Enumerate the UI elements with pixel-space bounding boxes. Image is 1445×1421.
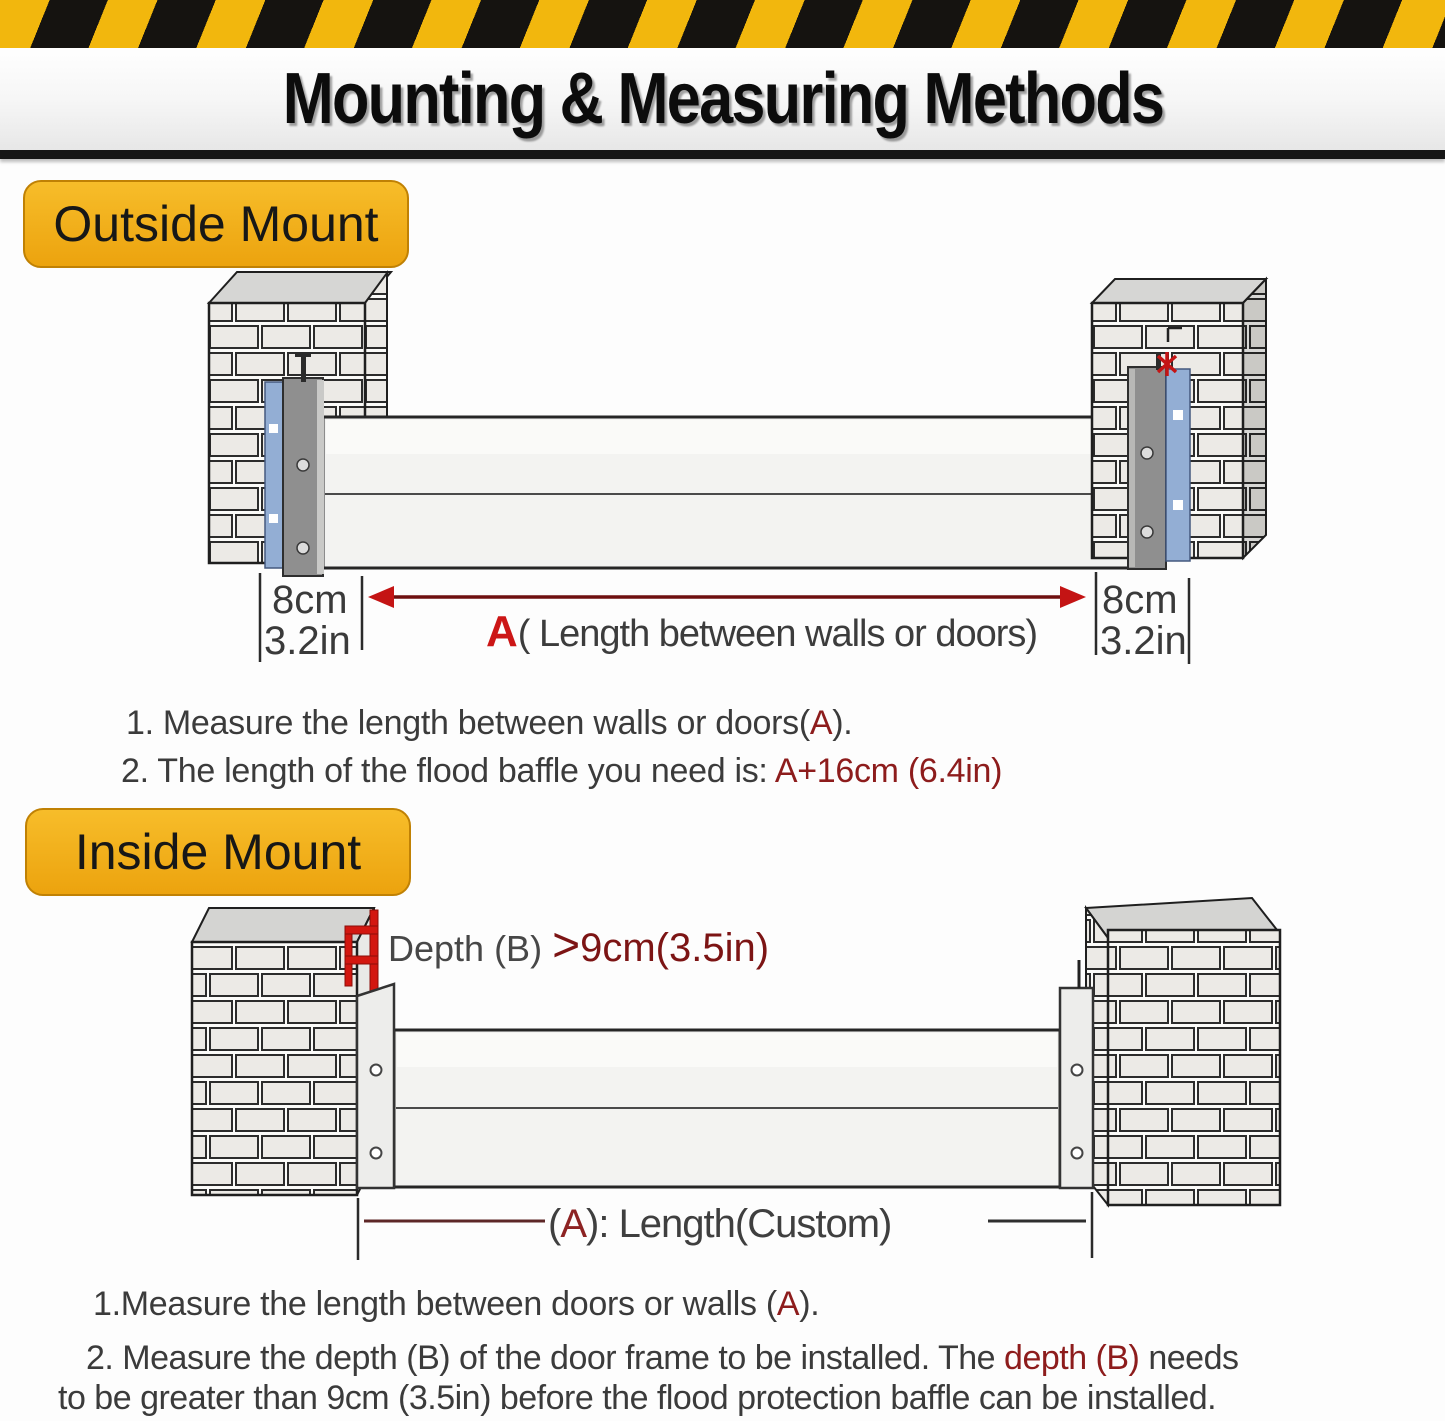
- outside-step-1: 1. Measure the length between walls or doors(A).: [126, 704, 853, 742]
- right-seal-strip: [1166, 369, 1190, 561]
- screw-hole: [1072, 1148, 1083, 1159]
- arrowhead-left: [368, 586, 394, 608]
- left-channel-bracket: [357, 984, 394, 1188]
- length-letter: A: [486, 607, 518, 656]
- title-band: [0, 48, 1445, 150]
- right-gap-cm: 8cm: [1102, 578, 1178, 622]
- flood-barrier-panel: [323, 417, 1130, 568]
- page-title: Mounting & Measuring Methods: [282, 59, 1163, 139]
- outside-mount-label: [23, 180, 409, 268]
- arrowhead-right: [1060, 586, 1086, 608]
- left-gap-cm: 8cm: [272, 578, 348, 622]
- outside-step-2: 2. The length of the flood baffle you need is: A+16cm (6.4in): [121, 752, 1003, 790]
- screw-hole: [1141, 526, 1153, 538]
- screw-hole: [1072, 1065, 1083, 1076]
- right-gap-in: 3.2in: [1100, 619, 1187, 663]
- screw-hole: [371, 1148, 382, 1159]
- hazard-stripe-band: [0, 0, 1445, 48]
- length-annotation: [486, 607, 1038, 656]
- right-brick-pillar: [1086, 898, 1280, 1205]
- inside-step-1: 1.Measure the length between doors or walls (A).: [93, 1285, 820, 1323]
- custom-length-annotation: (A): Length(Custom): [548, 1202, 892, 1246]
- right-channel-bracket: [1060, 960, 1093, 1188]
- inside-mount-label-text: Inside Mount: [74, 824, 362, 880]
- left-anchor-pin: [301, 356, 306, 382]
- screw-hole: [297, 542, 309, 554]
- screw-hole: [297, 459, 309, 471]
- right-mounting-channel: [1128, 352, 1190, 569]
- left-gap-in: 3.2in: [264, 619, 351, 663]
- length-text: ( Length between walls or doors): [517, 613, 1038, 655]
- depth-annotation: Depth (B) >9cm(3.5in): [388, 919, 770, 972]
- inside-step-2-line-2: to be greater than 9cm (3.5in) before the flood protection baffle can be installed.: [58, 1379, 1217, 1417]
- screw-hole: [371, 1065, 382, 1076]
- inside-step-2-line-1: 2. Measure the depth (B) of the door frame to be installed. The depth (B) needs: [86, 1339, 1239, 1377]
- flood-barrier-panel: [394, 1030, 1060, 1187]
- screw-hole: [1141, 447, 1153, 459]
- banner-divider: [0, 150, 1445, 159]
- left-mounting-channel: [265, 352, 324, 576]
- outside-mount-label-text: Outside Mount: [53, 196, 379, 252]
